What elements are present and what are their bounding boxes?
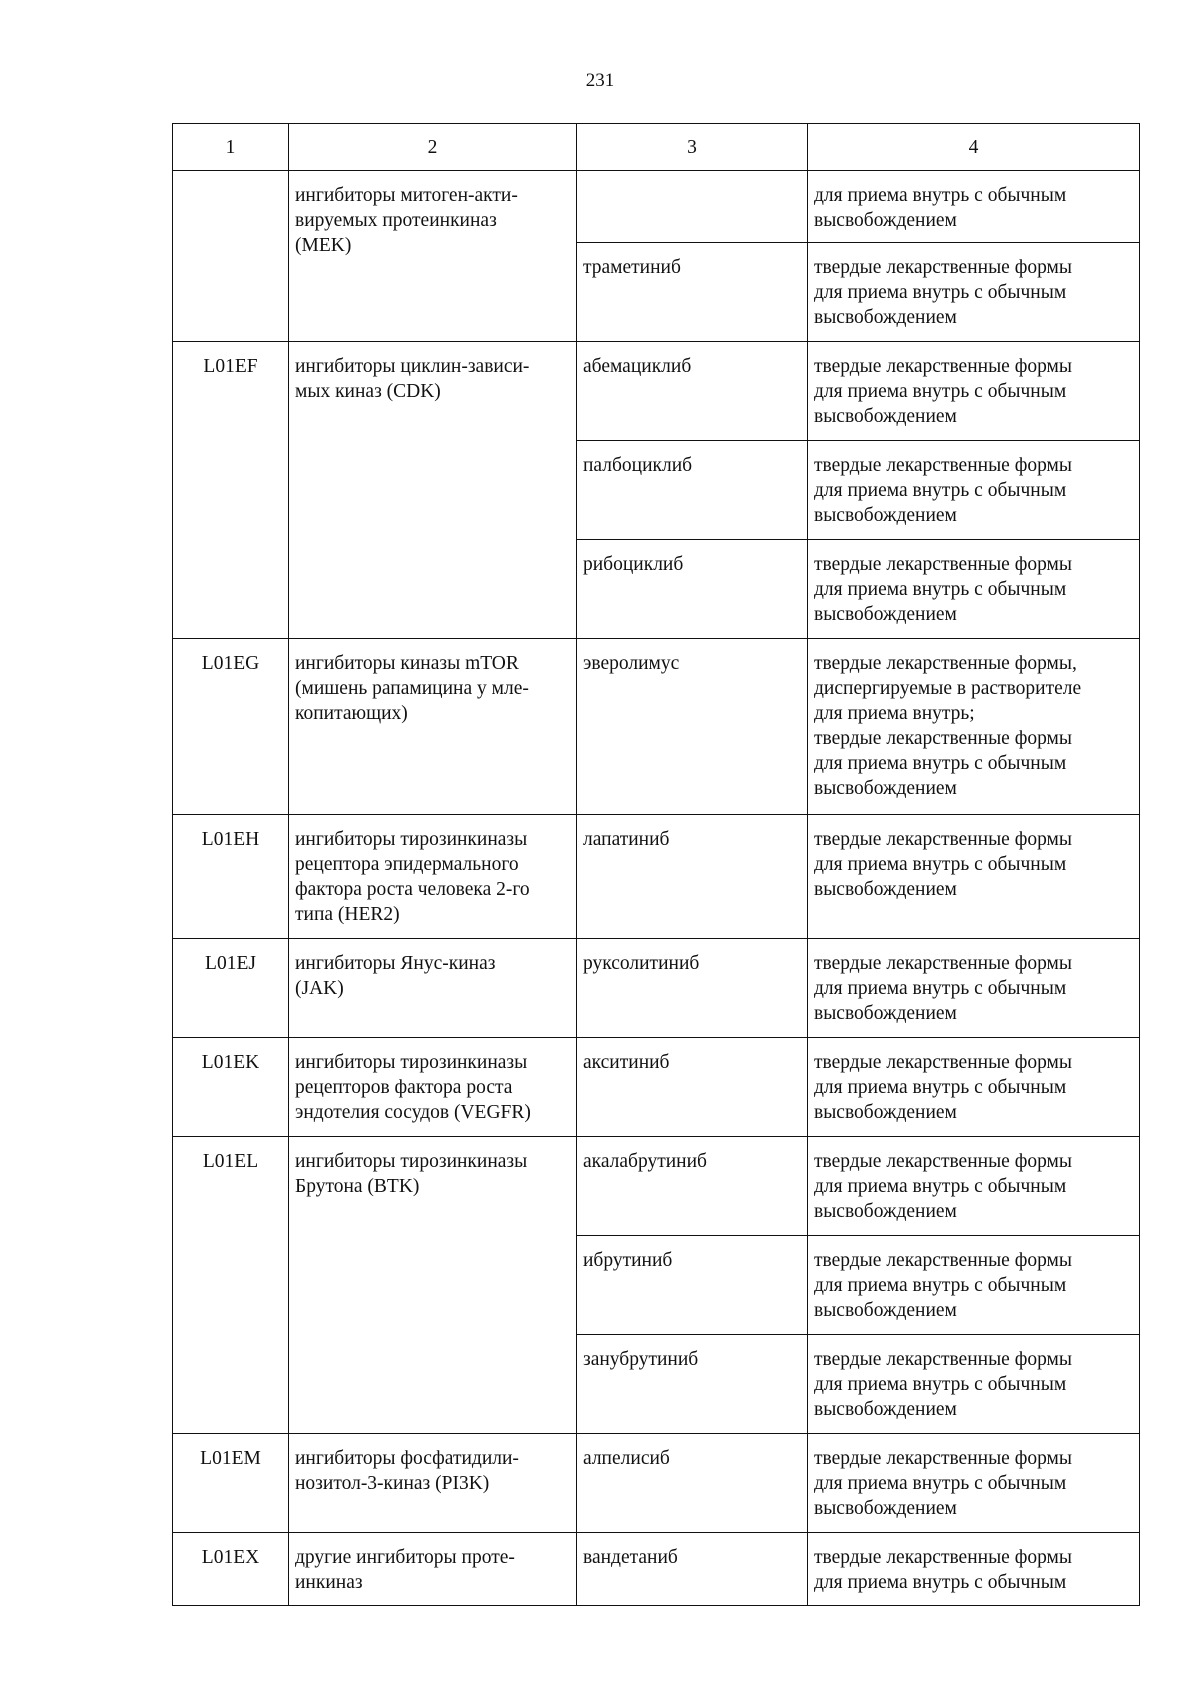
group-text-line: (мишень рапамицина у мле-: [295, 678, 529, 699]
table-row: [173, 639, 1140, 815]
dosage-form-text-line: высвобождением: [814, 778, 957, 799]
dosage-form-cell: [808, 342, 1140, 441]
table-row: [173, 342, 1140, 441]
table-row: [173, 939, 1140, 1038]
dosage-form-text-line: для приема внутрь с обычным: [814, 854, 1067, 875]
dosage-form-cell: [808, 1236, 1140, 1335]
group-text-line: типа (HER2): [295, 904, 400, 925]
pharmacological-group-cell: [289, 1434, 577, 1533]
dosage-form-cell: [808, 441, 1140, 540]
group-text-line: ингибиторы тирозинкиназы: [295, 1151, 528, 1172]
dosage-form-text-line: высвобождением: [814, 505, 957, 526]
dosage-form-text-line: высвобождением: [814, 879, 957, 900]
group-text-line: (JAK): [295, 978, 344, 999]
dosage-form-text-line: высвобождением: [814, 1300, 957, 1321]
dosage-form-text-line: для приема внутрь с обычным: [814, 1572, 1067, 1593]
dosage-form-text-line: для приема внутрь с обычным: [814, 185, 1067, 206]
dosage-form-text-line: твердые лекарственные формы: [814, 829, 1072, 850]
dosage-form-text-line: твердые лекарственные формы: [814, 1250, 1072, 1271]
dosage-form-text-line: твердые лекарственные формы: [814, 1349, 1072, 1370]
drug-name-cell: занубрутиниб: [577, 1335, 808, 1434]
table-header-row: [173, 124, 1140, 171]
group-text-line: нозитол-3-киназ (PI3K): [295, 1473, 490, 1494]
atc-code-cell: L01EJ: [173, 939, 289, 1038]
dosage-form-text-line: твердые лекарственные формы: [814, 257, 1072, 278]
dosage-form-text-line: для приема внутрь с обычным: [814, 1374, 1067, 1395]
dosage-form-text-line: высвобождением: [814, 604, 957, 625]
drug-name-cell: акалабрутиниб: [577, 1137, 808, 1236]
dosage-form-text-line: для приема внутрь с обычным: [814, 753, 1067, 774]
page-number: 231: [585, 70, 615, 91]
column-header: 2: [289, 124, 577, 171]
dosage-form-cell: [808, 1137, 1140, 1236]
dosage-form-text-line: для приема внутрь с обычным: [814, 381, 1067, 402]
atc-code-cell: L01EH: [173, 815, 289, 939]
column-header: 1: [173, 124, 289, 171]
group-text-line: эндотелия сосудов (VEGFR): [295, 1102, 531, 1123]
drug-name-cell: вандетаниб: [577, 1533, 808, 1606]
dosage-form-text-line: диспергируемые в растворителе: [814, 678, 1082, 699]
atc-code-cell: [173, 171, 289, 342]
dosage-form-text-line: высвобождением: [814, 1003, 957, 1024]
atc-code-cell: L01EX: [173, 1533, 289, 1606]
dosage-form-text-line: твердые лекарственные формы: [814, 728, 1072, 749]
drug-name-cell: алпелисиб: [577, 1434, 808, 1533]
dosage-form-text-line: для приема внутрь с обычным: [814, 579, 1067, 600]
dosage-form-cell: [808, 815, 1140, 939]
table-row: [173, 1137, 1140, 1236]
dosage-form-text-line: твердые лекарственные формы,: [814, 653, 1077, 674]
drug-name-cell: абемациклиб: [577, 342, 808, 441]
group-text-line: Брутона (BTK): [295, 1176, 420, 1197]
dosage-form-text-line: для приема внутрь с обычным: [814, 1176, 1067, 1197]
drug-name-cell: [577, 171, 808, 243]
dosage-form-text-line: для приема внутрь с обычным: [814, 978, 1067, 999]
drug-name-cell: рибоциклиб: [577, 540, 808, 639]
group-text-line: вируемых протеинкиназ: [295, 210, 497, 231]
pharmacological-group-cell: [289, 1533, 577, 1606]
dosage-form-cell: [808, 540, 1140, 639]
dosage-form-text-line: высвобождением: [814, 1102, 957, 1123]
drug-name-cell: ибрутиниб: [577, 1236, 808, 1335]
atc-drug-table: [172, 123, 1140, 1606]
atc-code-cell: L01EF: [173, 342, 289, 639]
drug-name-cell: эверолимус: [577, 639, 808, 815]
group-text-line: другие ингибиторы проте-: [295, 1547, 515, 1568]
dosage-form-text-line: твердые лекарственные формы: [814, 554, 1072, 575]
pharmacological-group-cell: [289, 1038, 577, 1137]
drug-name-cell: траметиниб: [577, 243, 808, 342]
dosage-form-text-line: высвобождением: [814, 307, 957, 328]
dosage-form-text-line: твердые лекарственные формы: [814, 1547, 1072, 1568]
table-row: [173, 171, 1140, 243]
dosage-form-text-line: для приема внутрь с обычным: [814, 1077, 1067, 1098]
group-text-line: (MEK): [295, 235, 352, 256]
pharmacological-group-cell: [289, 171, 577, 342]
dosage-form-cell: [808, 939, 1140, 1038]
group-text-line: фактора роста человека 2-го: [295, 879, 530, 900]
table-row: [173, 815, 1140, 939]
dosage-form-text-line: для приема внутрь с обычным: [814, 282, 1067, 303]
dosage-form-text-line: высвобождением: [814, 1201, 957, 1222]
group-text-line: мых киназ (CDK): [295, 381, 441, 402]
column-header: 3: [577, 124, 808, 171]
dosage-form-cell: [808, 1038, 1140, 1137]
dosage-form-cell: [808, 171, 1140, 243]
group-text-line: ингибиторы Янус-киназ: [295, 953, 496, 974]
drug-name-cell: лапатиниб: [577, 815, 808, 939]
group-text-line: копитающих): [295, 703, 408, 724]
dosage-form-cell: [808, 1434, 1140, 1533]
atc-code-cell: L01EG: [173, 639, 289, 815]
atc-code-cell: L01EM: [173, 1434, 289, 1533]
dosage-form-text-line: для приема внутрь с обычным: [814, 480, 1067, 501]
pharmacological-group-cell: [289, 815, 577, 939]
column-header: 4: [808, 124, 1140, 171]
dosage-form-text-line: твердые лекарственные формы: [814, 953, 1072, 974]
dosage-form-text-line: высвобождением: [814, 1498, 957, 1519]
dosage-form-text-line: твердые лекарственные формы: [814, 1151, 1072, 1172]
drug-name-cell: руксолитиниб: [577, 939, 808, 1038]
dosage-form-text-line: для приема внутрь с обычным: [814, 1473, 1067, 1494]
dosage-form-cell: [808, 243, 1140, 342]
drug-name-cell: акситиниб: [577, 1038, 808, 1137]
group-text-line: рецепторов фактора роста: [295, 1077, 513, 1098]
dosage-form-cell: [808, 1335, 1140, 1434]
group-text-line: рецептора эпидермального: [295, 854, 519, 875]
pharmacological-group-cell: [289, 639, 577, 815]
table-row: [173, 1038, 1140, 1137]
dosage-form-text-line: высвобождением: [814, 406, 957, 427]
pharmacological-group-cell: [289, 1137, 577, 1434]
group-text-line: ингибиторы киназы mTOR: [295, 653, 519, 674]
group-text-line: ингибиторы тирозинкиназы: [295, 1052, 528, 1073]
group-text-line: ингибиторы тирозинкиназы: [295, 829, 528, 850]
group-text-line: инкиназ: [295, 1572, 363, 1593]
dosage-form-text-line: высвобождением: [814, 210, 957, 231]
atc-code-cell: L01EL: [173, 1137, 289, 1434]
dosage-form-text-line: твердые лекарственные формы: [814, 455, 1072, 476]
pharmacological-group-cell: [289, 939, 577, 1038]
atc-code-cell: L01EK: [173, 1038, 289, 1137]
dosage-form-cell: [808, 639, 1140, 815]
dosage-form-text-line: твердые лекарственные формы: [814, 1448, 1072, 1469]
table-body: [173, 171, 1140, 1606]
dosage-form-text-line: для приема внутрь;: [814, 703, 975, 724]
dosage-form-text-line: твердые лекарственные формы: [814, 1052, 1072, 1073]
group-text-line: ингибиторы фосфатидили-: [295, 1448, 519, 1469]
table-row: [173, 1434, 1140, 1533]
pharmacological-group-cell: [289, 342, 577, 639]
dosage-form-text-line: твердые лекарственные формы: [814, 356, 1072, 377]
dosage-form-text-line: высвобождением: [814, 1399, 957, 1420]
dosage-form-text-line: для приема внутрь с обычным: [814, 1275, 1067, 1296]
dosage-form-cell: [808, 1533, 1140, 1606]
table-row: [173, 1533, 1140, 1606]
group-text-line: ингибиторы циклин-зависи-: [295, 356, 530, 377]
drug-name-cell: палбоциклиб: [577, 441, 808, 540]
group-text-line: ингибиторы митоген-акти-: [295, 185, 518, 206]
